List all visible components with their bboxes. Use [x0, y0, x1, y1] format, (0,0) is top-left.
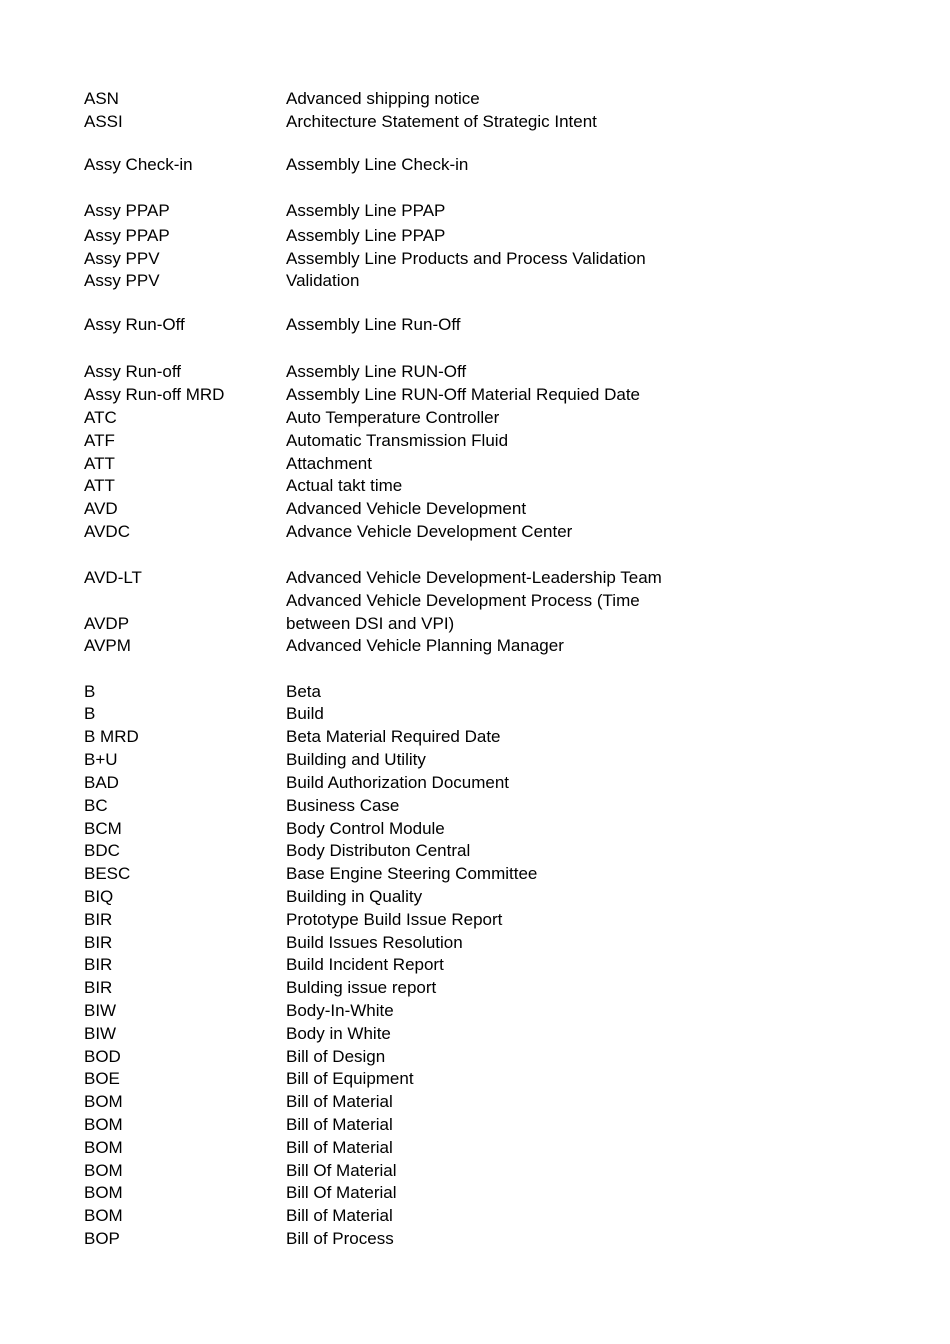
glossary-entry [84, 248, 864, 271]
glossary-entry [84, 840, 864, 863]
definition: Assembly Line RUN-Off Material Requied Date [286, 385, 640, 404]
glossary-entry [84, 407, 864, 430]
glossary-entry [84, 886, 864, 909]
glossary-entry [84, 795, 864, 818]
definition: Attachment [286, 454, 372, 473]
glossary-entry [84, 772, 864, 795]
definition: Build [286, 704, 324, 723]
definition: Advanced shipping notice [286, 89, 480, 108]
definition: Bill Of Material [286, 1183, 397, 1202]
glossary-entry [84, 270, 864, 293]
definition: Auto Temperature Controller [286, 408, 500, 427]
definition: Body Control Module [286, 819, 445, 838]
abbreviation: B [84, 682, 96, 701]
definition: Advanced Vehicle Development-Leadership Team [286, 567, 662, 587]
abbreviation: ATT [84, 454, 115, 473]
abbreviation: Assy Check-in [84, 155, 193, 174]
glossary-entry [84, 200, 864, 223]
abbreviation: BIW [84, 1001, 117, 1020]
definition: Build Authorization Document [286, 773, 510, 792]
definition: Beta Material Required Date [286, 727, 501, 746]
abbreviation: BOM [84, 1092, 123, 1111]
abbreviation: AVD-LT [84, 567, 142, 587]
glossary-entry [84, 361, 864, 384]
abbreviation: ATC [84, 408, 117, 427]
glossary-entry [84, 863, 864, 886]
abbreviation: BOM [84, 1161, 123, 1180]
abbreviation: Assy PPAP [84, 201, 170, 220]
definition: Bulding issue report [286, 978, 437, 997]
definition: Bill Of Material [286, 1161, 397, 1180]
definition: Bill of Material [286, 1092, 393, 1111]
definition: Body-In-White [286, 1001, 394, 1020]
glossary-entry [84, 909, 864, 932]
glossary-entry [84, 453, 864, 476]
glossary-entry [84, 1182, 864, 1205]
abbreviation: BOM [84, 1183, 123, 1202]
definition: Body Distributon Central [286, 841, 471, 860]
definition: Business Case [286, 796, 400, 815]
glossary-entry [84, 1023, 864, 1046]
definition: Bill of Material [286, 1206, 393, 1225]
definition: Advance Vehicle Development Center [286, 522, 573, 541]
glossary-entry [84, 703, 864, 726]
definition: Advanced Vehicle Development Process (Time between DSI and VPI) [286, 591, 640, 633]
abbreviation: ATT [84, 476, 115, 495]
glossary-entry [84, 1114, 864, 1137]
abbreviation: B [84, 704, 96, 723]
definition: Assembly Line Check-in [286, 155, 469, 174]
glossary-entry [84, 430, 864, 453]
abbreviation: Assy Run-Off [84, 315, 185, 334]
abbreviation: BDC [84, 841, 120, 860]
definition: Assembly Line Products and Process Validation [286, 249, 646, 268]
glossary-entry [84, 154, 864, 177]
abbreviation: Assy PPAP [84, 226, 170, 245]
definition: Bill of Design [286, 1047, 386, 1066]
glossary-entry [84, 475, 864, 498]
glossary-entry [84, 1046, 864, 1069]
definition: Bill of Process [286, 1229, 394, 1248]
abbreviation: BAD [84, 773, 119, 792]
abbreviation: AVDP [84, 613, 130, 633]
definition: Bill of Material [286, 1115, 393, 1134]
definition: Assembly Line PPAP [286, 201, 446, 220]
glossary-entry [84, 681, 864, 704]
abbreviation: Assy Run-off [84, 362, 182, 381]
glossary-entry [84, 384, 864, 407]
definition: Assembly Line Run-Off [286, 315, 461, 334]
definition: Assembly Line RUN-Off [286, 362, 467, 381]
glossary-entry [84, 498, 864, 521]
glossary-entry [84, 932, 864, 955]
definition: Advanced Vehicle Development [286, 499, 527, 518]
definition: Base Engine Steering Committee [286, 864, 538, 883]
definition: Build Incident Report [286, 955, 444, 974]
glossary-entry [84, 726, 864, 749]
definition: Bill of Equipment [286, 1069, 414, 1088]
glossary-entry [84, 590, 864, 636]
abbreviation: BIR [84, 910, 113, 929]
definition: Building in Quality [286, 887, 423, 906]
abbreviation: AVD [84, 499, 118, 518]
abbreviation: BIW [84, 1024, 117, 1043]
glossary-entry [84, 954, 864, 977]
abbreviation: BOM [84, 1138, 123, 1157]
glossary-entry [84, 1228, 864, 1251]
abbreviation: BOM [84, 1115, 123, 1134]
definition: Validation [286, 271, 360, 290]
glossary-entry [84, 225, 864, 248]
definition: Automatic Transmission Fluid [286, 431, 509, 450]
abbreviation: BOP [84, 1229, 120, 1248]
definition: Architecture Statement of Strategic Intent [286, 112, 597, 131]
abbreviation: AVDC [84, 522, 130, 541]
abbreviation: BIR [84, 978, 113, 997]
glossary-entry [84, 88, 864, 111]
definition: Assembly Line PPAP [286, 226, 446, 245]
glossary-entry [84, 977, 864, 1000]
definition: Beta [286, 682, 321, 701]
glossary-entry [84, 1160, 864, 1183]
glossary-entry [84, 749, 864, 772]
glossary-entry [84, 314, 864, 337]
abbreviation: BIR [84, 933, 113, 952]
definition: Body in White [286, 1024, 391, 1043]
abbreviation: BCM [84, 819, 122, 838]
abbreviation: BESC [84, 864, 131, 883]
definition: Actual takt time [286, 476, 403, 495]
abbreviation: Assy Run-off MRD [84, 385, 225, 404]
abbreviation: ASN [84, 89, 119, 108]
abbreviation: Assy PPV [84, 271, 160, 290]
glossary-entry [84, 635, 864, 658]
abbreviation: BOM [84, 1206, 123, 1225]
glossary-entry [84, 521, 864, 544]
definition: Building and Utility [286, 750, 426, 769]
definition: Bill of Material [286, 1138, 393, 1157]
abbreviation: B MRD [84, 727, 139, 746]
abbreviation: B+U [84, 750, 118, 769]
definition: Advanced Vehicle Planning Manager [286, 636, 564, 655]
glossary-entry [84, 111, 864, 134]
abbreviation: ATF [84, 431, 115, 450]
glossary-entry [84, 544, 864, 590]
glossary-entry [84, 1205, 864, 1228]
abbreviation: BIQ [84, 887, 114, 906]
abbreviation: ASSI [84, 112, 123, 131]
abbreviation: BIR [84, 955, 113, 974]
glossary-entry [84, 1000, 864, 1023]
glossary-entry [84, 1068, 864, 1091]
abbreviation: AVPM [84, 636, 131, 655]
abbreviation: BOD [84, 1047, 121, 1066]
definition: Prototype Build Issue Report [286, 910, 503, 929]
glossary-entry [84, 1091, 864, 1114]
glossary-entry [84, 818, 864, 841]
abbreviation: BC [84, 796, 108, 815]
glossary-entry [84, 1137, 864, 1160]
abbreviation: Assy PPV [84, 249, 160, 268]
definition: Build Issues Resolution [286, 933, 463, 952]
abbreviation: BOE [84, 1069, 120, 1088]
